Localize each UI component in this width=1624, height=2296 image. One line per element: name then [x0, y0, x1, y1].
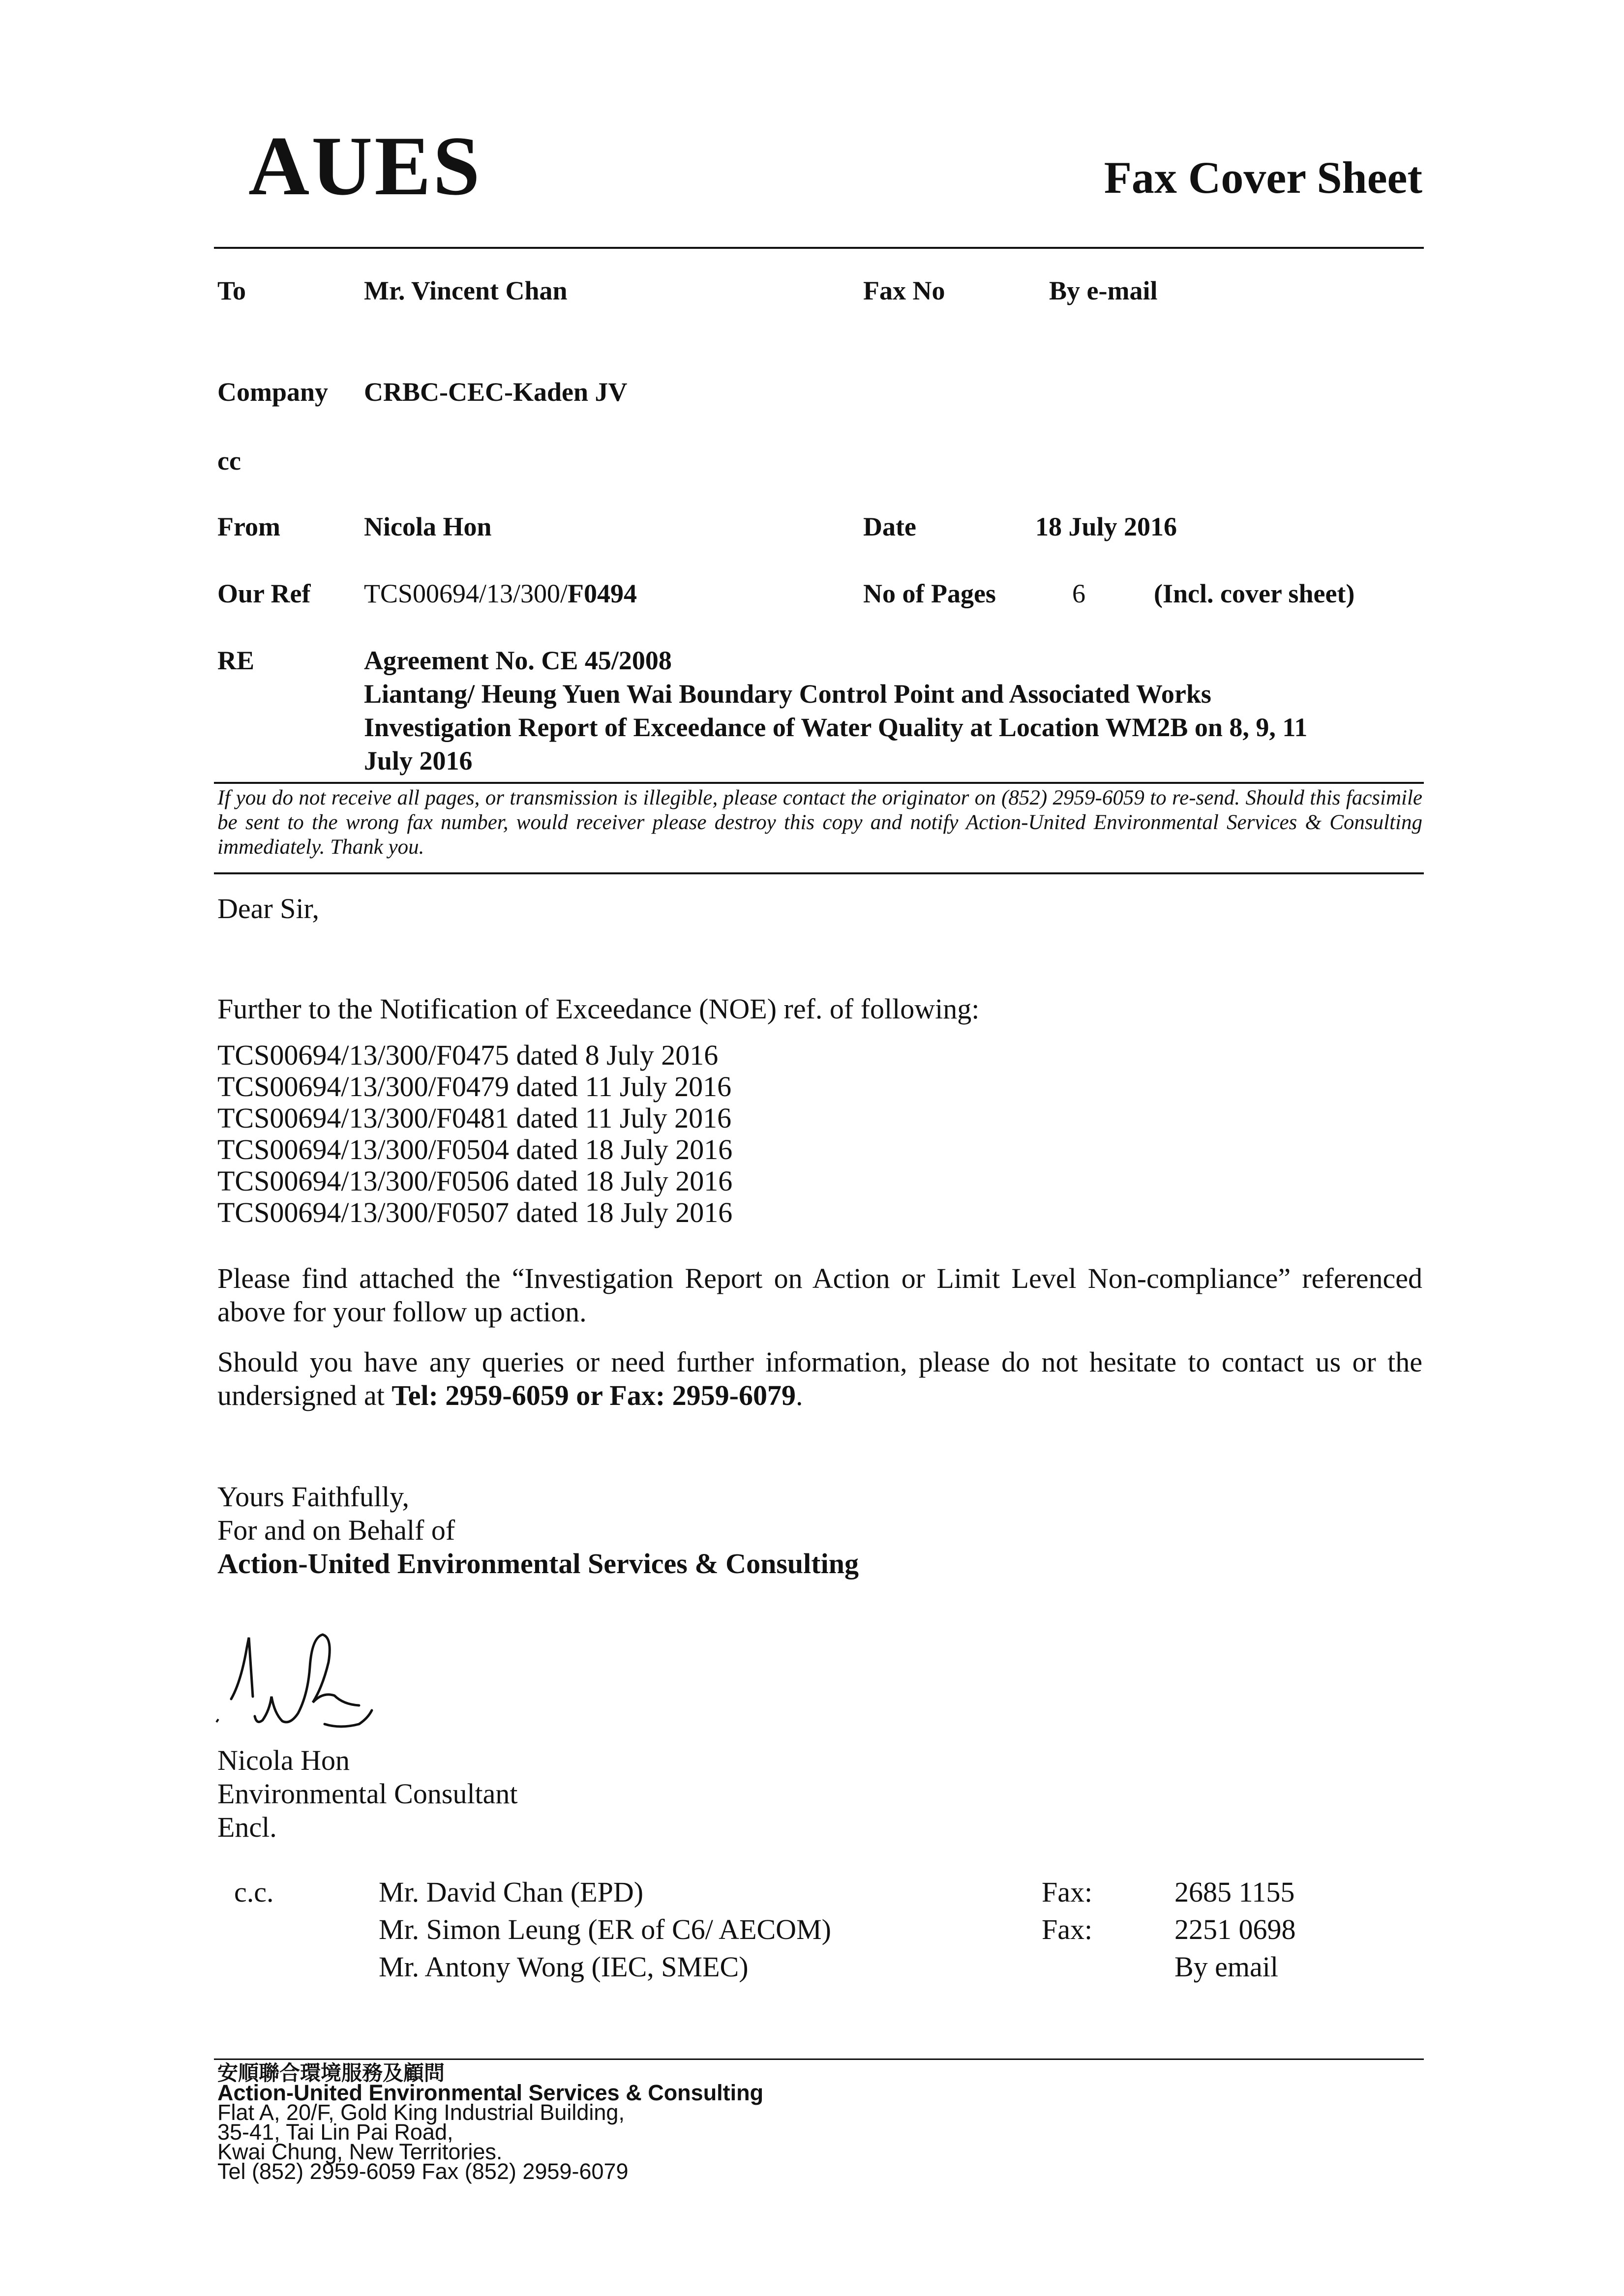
pages-label: No of Pages — [863, 579, 996, 608]
noe-reference: TCS00694/13/300/F0479 dated 11 July 2016 — [217, 1071, 732, 1103]
company-label: Company — [217, 377, 329, 407]
closing-line-1: Yours Faithfully, — [217, 1481, 409, 1513]
re-line-3: Investigation Report of Exceedance of Water Quality at Location WM2B on 8, 9, 11 — [364, 713, 1308, 742]
re-line-2: Liantang/ Heung Yuen Wai Boundary Control Point and Associated Works — [364, 679, 1211, 709]
closing-company: Action-United Environmental Services & Consulting — [217, 1548, 859, 1580]
from-label: From — [217, 512, 280, 541]
re-line-1: Agreement No. CE 45/2008 — [364, 646, 672, 675]
closing-line-2: For and on Behalf of — [217, 1514, 455, 1546]
footer-address — [217, 2061, 906, 2184]
footer-address-line: Kwai Chung, New Territories. — [217, 2139, 503, 2164]
cc-name: Mr. Simon Leung (ER of C6/ AECOM) — [379, 1913, 831, 1945]
handwritten-signature — [211, 1608, 428, 1736]
notice-top-divider — [214, 782, 1424, 784]
contact-end: . — [795, 1379, 803, 1411]
company-value: CRBC-CEC-Kaden JV — [364, 377, 628, 407]
footer-contact: Tel (852) 2959-6059 Fax (852) 2959-6079 — [217, 2159, 629, 2184]
footer-address-line: Flat A, 20/F, Gold King Industrial Building, — [217, 2100, 625, 2125]
pages-value: 6 — [1072, 579, 1085, 608]
signer-name: Nicola Hon — [217, 1744, 350, 1776]
our-ref-value — [364, 578, 637, 609]
footer-company-name: Action-United Environmental Services & Consulting — [217, 2080, 764, 2105]
noe-reference: TCS00694/13/300/F0475 dated 8 July 2016 — [217, 1039, 719, 1071]
attachment-paragraph: Please find attached the “Investigation Report on Action or Limit Level Non-compliance” referenced above for your follow up action. — [217, 1262, 1422, 1328]
contact-numbers: Tel: 2959-6059 or Fax: 2959-6079 — [391, 1379, 796, 1411]
noe-reference: TCS00694/13/300/F0481 dated 11 July 2016 — [217, 1102, 732, 1134]
cc-fax-label: Fax: — [1042, 1876, 1093, 1908]
cc-fax: 2685 1155 — [1174, 1876, 1295, 1908]
from-value: Nicola Hon — [364, 512, 492, 541]
cc-name: Mr. Antony Wong (IEC, SMEC) — [379, 1951, 749, 1983]
header-divider — [214, 247, 1424, 249]
pages-note: (Incl. cover sheet) — [1154, 579, 1355, 608]
salutation: Dear Sir, — [217, 893, 320, 924]
cc-fax: By email — [1174, 1951, 1279, 1983]
fax-no-value: By e-mail — [1049, 276, 1158, 305]
enclosure: Encl. — [217, 1811, 277, 1843]
noe-reference: TCS00694/13/300/F0507 dated 18 July 2016 — [217, 1196, 733, 1228]
footer-chinese-name: 安順聯合環境服務及顧問 — [217, 2061, 445, 2085]
to-value: Mr. Vincent Chan — [364, 276, 568, 305]
noe-reference: TCS00694/13/300/F0504 dated 18 July 2016 — [217, 1133, 733, 1165]
noe-reference: TCS00694/13/300/F0506 dated 18 July 2016 — [217, 1165, 733, 1197]
our-ref-prefix: TCS00694/13/300/ — [364, 579, 568, 608]
noe-intro: Further to the Notification of Exceedance (NOE) ref. of following: — [217, 993, 980, 1025]
transmission-notice: If you do not receive all pages, or transmission is illegible, please contact the originator on (852) 2959-6059 to re-send. Should this facsimile be sent to the wrong fax number, would receiver please destroy this copy and notify Action-United Environmental Services & Consulting immediately. Thank you. — [217, 786, 1422, 859]
footer-address-line: 35-41, Tai Lin Pai Road, — [217, 2119, 453, 2145]
noe-reference-list — [217, 1040, 732, 1228]
our-ref-label: Our Ref — [217, 579, 311, 608]
cc-list-label: c.c. — [234, 1876, 274, 1908]
our-ref-number: F0494 — [568, 579, 637, 608]
re-label: RE — [217, 646, 255, 675]
cc-fax-label: Fax: — [1042, 1913, 1093, 1945]
cc-label: cc — [217, 446, 241, 476]
cc-fax: 2251 0698 — [1174, 1913, 1296, 1945]
re-line-4: July 2016 — [364, 746, 473, 775]
date-value: 18 July 2016 — [1035, 512, 1177, 541]
footer-divider — [214, 2058, 1424, 2060]
fax-no-label: Fax No — [863, 276, 945, 305]
page-title: Fax Cover Sheet — [1104, 152, 1422, 203]
date-label: Date — [863, 512, 916, 541]
signer-title: Environmental Consultant — [217, 1778, 518, 1810]
contact-text: Should you have any queries or need further information, please do not hesitate to contact us or the undersigned at — [217, 1346, 1422, 1411]
contact-paragraph — [217, 1345, 1422, 1412]
cc-name: Mr. David Chan (EPD) — [379, 1876, 644, 1908]
company-logo: AUES — [248, 119, 482, 213]
notice-bottom-divider — [214, 872, 1424, 874]
to-label: To — [217, 276, 246, 305]
